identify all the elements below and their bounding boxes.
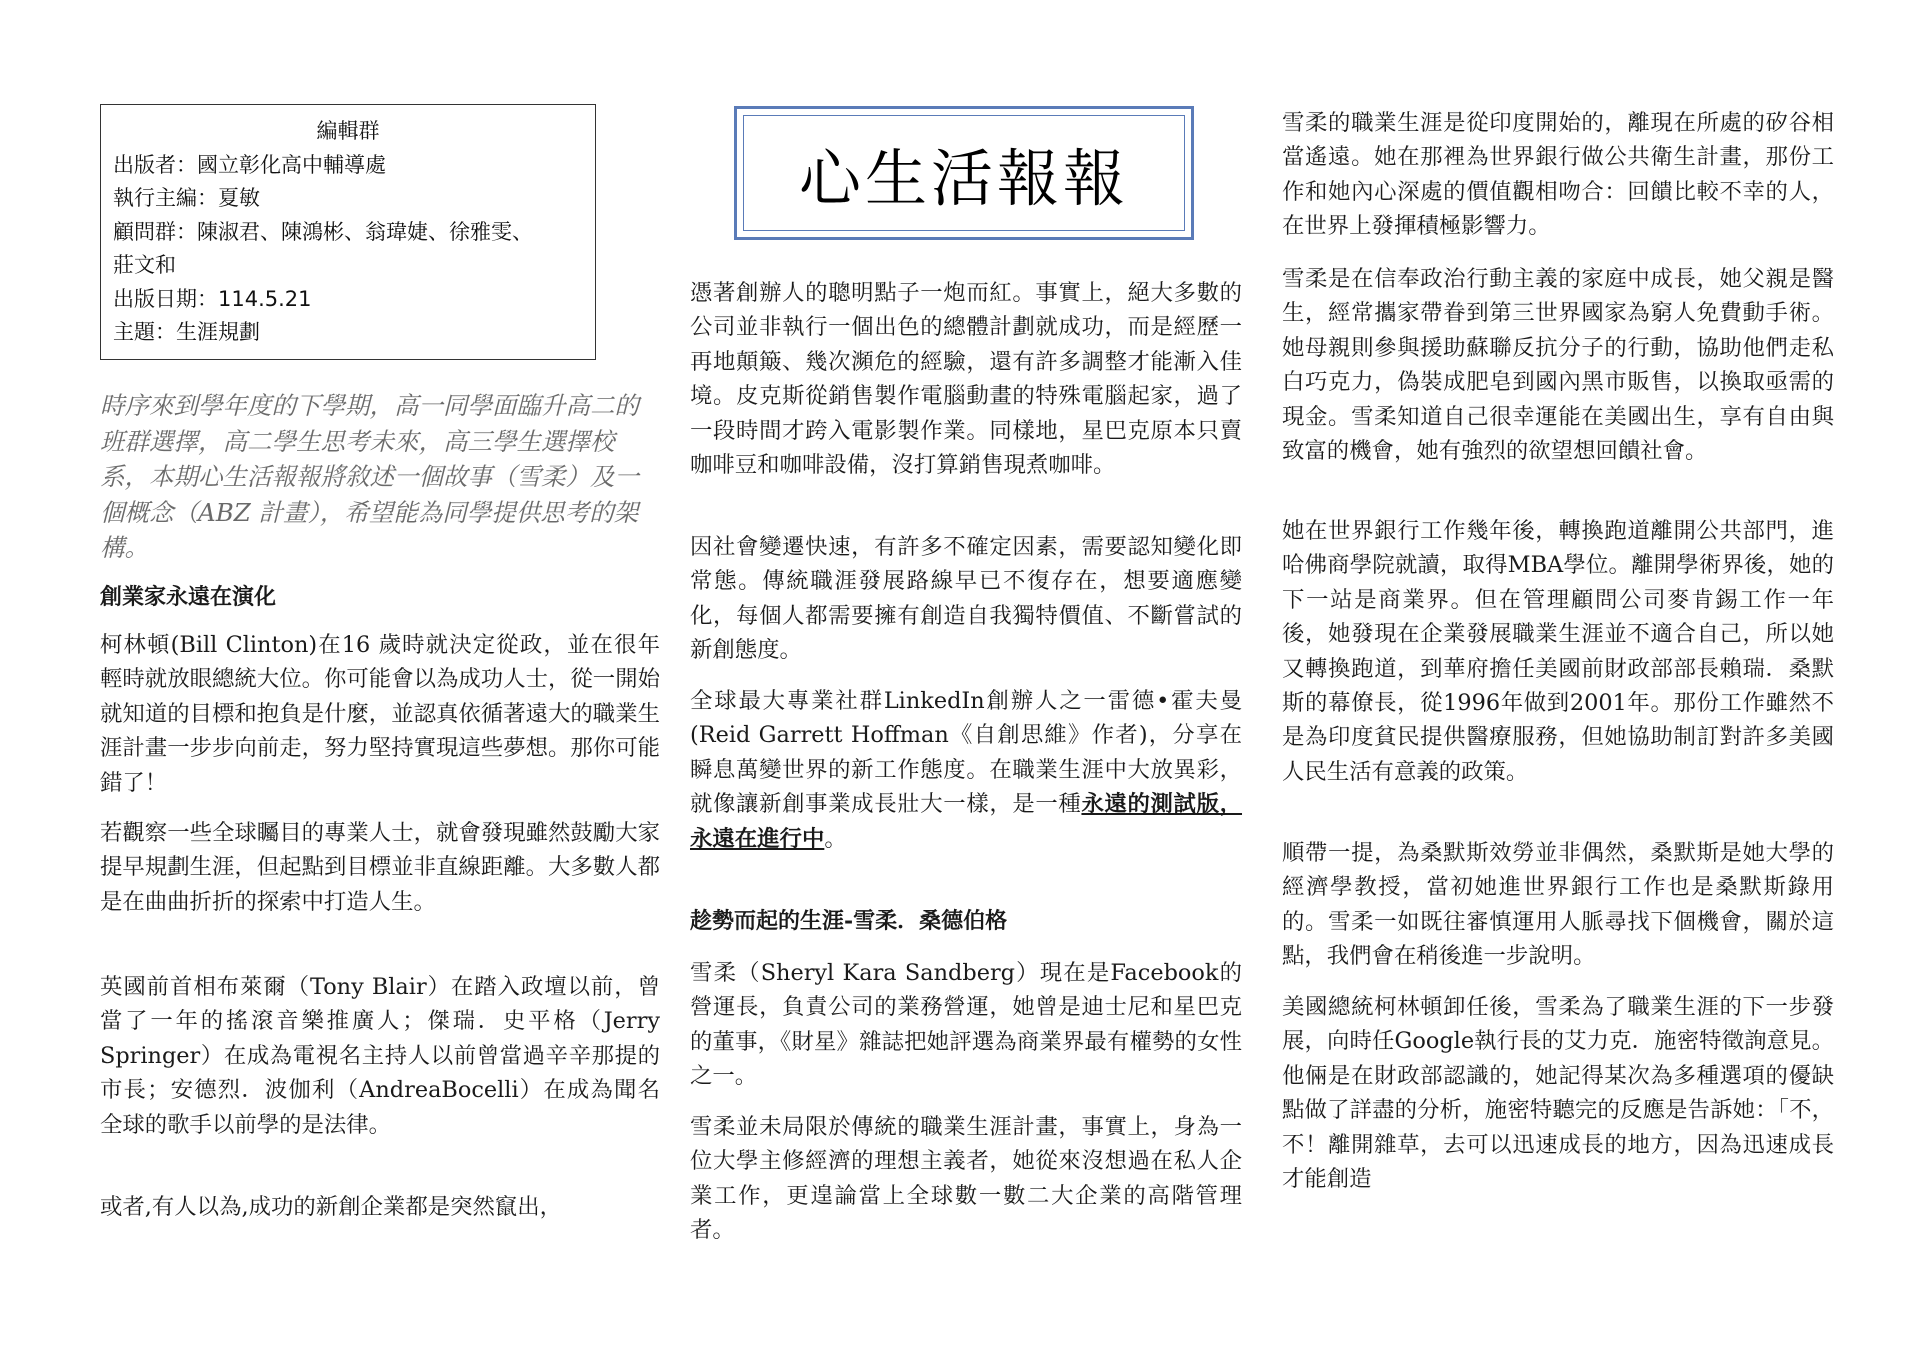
col3-paragraph-2: 雪柔是在信奉政治行動主義的家庭中成長，她父親是醫生，經常攜家帶眷到第三世界國家為窮人免費動手術。她母親則參與援助蘇聯反抗分子的行動，協助他們走私白巧克力，偽裝成肥皂到國內黑市販售，以換取亟需的現金。雪柔知道自己很幸運能在美國出生，享有自由與致富的機會，她有強烈的欲望想回饋社會。 xyxy=(1282,266,1834,465)
col1-paragraph-1: 柯林頓(Bill Clinton)在16 歲時就決定從政，並在很年輕時就放眼總統大位。你可能會以為成功人士，從一開始就知道的目標和抱負是什麼，並認真依循著遠大的職業生涯計畫一步步向前走，努力堅持實現這些夢想。那你可能錯了！ xyxy=(100,632,660,796)
intro-paragraph: 時序來到學年度的下學期，高一同學面臨升高二的班群選擇，高二學生思考未來，高三學生選擇校系，本期心生活報報將敘述一個故事（雪柔）及一個概念（ABZ 計畫），希望能為同學提供思考的架構。 xyxy=(100,391,639,562)
editorial-advisors: 顧問群：陳淑君、陳鴻彬、翁瑋婕、徐雅雯、 xyxy=(113,219,533,244)
editorial-date: 出版日期：114.5.21 xyxy=(113,286,312,311)
editorial-title: 編輯群 xyxy=(316,119,380,143)
editorial-publisher: 出版者：國立彰化高中輔導處 xyxy=(113,152,386,177)
col2-paragraph-3 xyxy=(690,684,1242,856)
editorial-chief-editor: 執行主編：夏敏 xyxy=(113,186,260,210)
col3-paragraph-5: 美國總統柯林頓卸任後，雪柔為了職業生涯的下一步發展，向時任Google執行長的艾力克．施密特徵詢意見。他倆是在財政部認識的，她記得某次為多種選項的優缺點做了詳盡的分析，施密特聽完的反應是告訴她：「不，不！離開雜草，去可以迅速成長的地方，因為迅速成長才能創造 xyxy=(1282,994,1834,1193)
col1-paragraph-2: 若觀察一些全球矚目的專業人士，就會發現雖然鼓勵大家提早規劃生涯，但起點到目標並非直線距離。大多數人都是在曲曲折折的探索中打造人生。 xyxy=(100,820,660,915)
col2-paragraph-3-end: 。 xyxy=(824,825,847,852)
masthead xyxy=(734,106,1194,240)
col1-paragraph-3: 英國前首相布萊爾（Tony Blair）在踏入政壇以前，曾當了一年的搖滾音樂推廣人；傑瑞．史平格（Jerry Springer）在成為電視名主持人以前曾當過辛辛那提的市長；安德烈．波伽利（AndreaBocelli）在成為聞名全球的歌手以前學的是法律。 xyxy=(100,974,660,1138)
col1-paragraph-4: 或者,有人以為,成功的新創企業都是突然竄出， xyxy=(100,1194,563,1220)
section-heading-sandberg: 趁勢而起的生涯-雪柔．桑德伯格 xyxy=(690,908,1008,934)
col3-paragraph-3: 她在世界銀行工作幾年後，轉換跑道離開公共部門，進哈佛商學院就讀，取得MBA學位。離開學術界後，她的下一站是商業界。但在管理顧問公司麥肯錫工作一年後，她發現在企業發展職業生涯並不適合自己，所以她又轉換跑道，到華府擔任美國前財政部部長賴瑞．桑默斯的幕僚長，從1996年做到2001年。那份工作雖然不是為印度貧民提供醫療服務，但她協助制訂對許多美國人民生活有意義的政策。 xyxy=(1282,518,1834,785)
masthead-inner-frame xyxy=(743,115,1185,231)
editorial-advisors-cont: 莊文和 xyxy=(113,253,176,277)
col2-paragraph-5: 雪柔並未局限於傳統的職業生涯計畫，事實上，身為一位大學主修經濟的理想主義者，她從來沒想過在私人企業工作，更遑論當上全球數一數二大企業的高階管理者。 xyxy=(690,1114,1242,1244)
masthead-title: 心生活報報 xyxy=(798,141,1129,215)
editorial-topic: 主題：生涯規劃 xyxy=(113,320,260,344)
col2-paragraph-4: 雪柔（Sheryl Kara Sandberg）現在是Facebook的營運長，負責公司的業務營運，她曾是迪士尼和星巴克的董事，《財星》雜誌把她評選為商業界最有權勢的女性之一。 xyxy=(690,960,1242,1090)
col2-paragraph-2: 因社會變遷快速，有許多不確定因素，需要認知變化即常態。傳統職涯發展路線早已不復存在，想要適應變化，每個人都需要擁有創造自我獨特價值、不斷嘗試的新創態度。 xyxy=(690,534,1242,664)
editorial-box xyxy=(100,104,596,360)
col3-paragraph-1: 雪柔的職業生涯是從印度開始的，離現在所處的矽谷相當遙遠。她在那裡為世界銀行做公共衛生計畫，那份工作和她內心深處的價值觀相吻合：回饋比較不幸的人，在世界上發揮積極影響力。 xyxy=(1282,110,1834,240)
col2-paragraph-1: 憑著創辦人的聰明點子一炮而紅。事實上，絕大多數的公司並非執行一個出色的總體計劃就成功，而是經歷一再地顛簸、幾次瀕危的經驗，還有許多調整才能漸入佳境。皮克斯從銷售製作電腦動畫的特殊電腦起家，過了一段時間才跨入電影製作業。同樣地，星巴克原本只賣咖啡豆和咖啡設備，沒打算銷售現煮咖啡。 xyxy=(690,280,1242,479)
emphasis-beta-text: 永遠的測試版，永遠在進行中 xyxy=(690,791,1243,852)
section-heading-entrepreneur: 創業家永遠在演化 xyxy=(100,584,277,610)
col2-paragraph-3-text: 全球最大專業社群LinkedIn創辦人之一雷德•霍夫曼(Reid Garrett Hoffman《自創思維》作者)，分享在瞬息萬變世界的新工作態度。在職業生涯中大放異彩，就像讓新創事業成長壯大一樣，是一種 xyxy=(690,688,1242,818)
col3-paragraph-4: 順帶一提，為桑默斯效勞並非偶然，桑默斯是她大學的經濟學教授，當初她進世界銀行工作也是桑默斯錄用的。雪柔一如既往審慎運用人脈尋找下個機會，關於這點，我們會在稍後進一步說明。 xyxy=(1282,840,1834,970)
